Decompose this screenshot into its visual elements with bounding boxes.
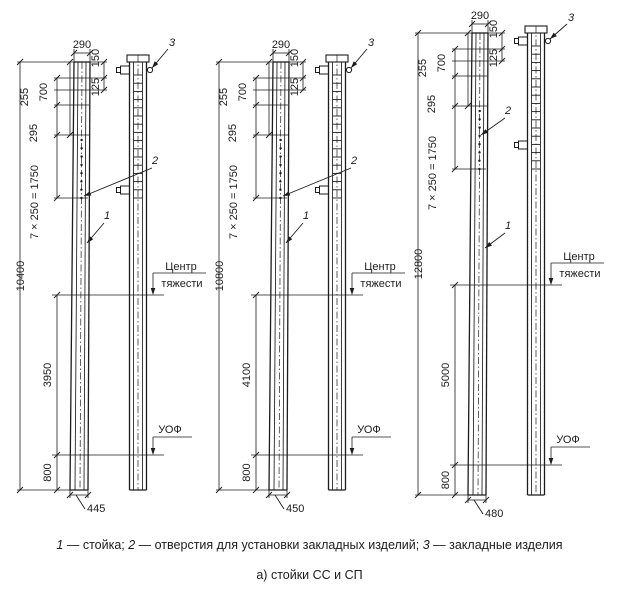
dim-label-150: 150 <box>488 19 500 39</box>
dim-label-255: 255 <box>417 58 429 78</box>
callout-3-label: 3 <box>367 37 375 49</box>
embedded-item-bolt <box>519 37 528 45</box>
cg-arrow <box>549 278 554 285</box>
legend-caption <box>0 538 619 552</box>
callout-1-label: 1 <box>103 210 111 222</box>
front-pole-right-edge <box>486 33 488 495</box>
front-pole-inner-line <box>283 62 285 490</box>
embedded-item-bolt-head <box>316 68 320 73</box>
embedded-item-bolt <box>320 66 329 74</box>
mounting-hole <box>80 172 82 174</box>
front-pole-centerline <box>478 33 480 495</box>
dim-label-top-width: 290 <box>470 10 490 22</box>
embedded-item-bolt-head <box>515 39 519 44</box>
callout-1-label: 1 <box>302 210 310 222</box>
mounting-hole <box>279 139 281 141</box>
cg-label-line1: Центр <box>165 261 197 273</box>
base-width-leader <box>474 500 483 514</box>
callout-1-label: 1 <box>504 220 512 232</box>
mounting-hole <box>279 189 281 191</box>
dim-label-total-height: 12800 <box>413 248 425 280</box>
dim-label-total-height: 10800 <box>214 260 226 292</box>
dim-label-embed-depth: 800 <box>440 470 452 490</box>
callout-2-label: 2 <box>504 105 512 117</box>
uof-label: УОФ <box>158 424 182 436</box>
dim-label-295: 295 <box>426 94 438 114</box>
front-pole-right-edge <box>88 62 90 490</box>
mounting-hole <box>279 180 281 182</box>
legend-ref2-text: — отверстия для установки закладных изделий; <box>135 538 423 552</box>
figure-subtitle <box>0 568 619 582</box>
dim-label-total-height: 10400 <box>15 260 27 292</box>
cg-arrow <box>151 288 156 295</box>
base-width-leader <box>76 495 85 509</box>
mounting-hole <box>80 189 82 191</box>
dim-label-hole-spacing: 7 × 250 = 1750 <box>29 164 41 240</box>
mounting-hole <box>478 126 480 128</box>
front-pole-right-edge <box>287 62 289 490</box>
pole-figure-1 <box>15 37 206 515</box>
callout-3-label: 3 <box>168 37 176 49</box>
mounting-hole <box>478 118 480 120</box>
uof-arrow <box>151 448 156 455</box>
base-width-leader <box>275 495 284 509</box>
cg-arrow <box>350 288 355 295</box>
figure-subtitle-text: а) стойки СС и СП <box>256 568 363 582</box>
embedded-item-bolt <box>121 186 130 194</box>
embedded-item-bolt-head <box>117 68 121 73</box>
mounting-hole <box>279 155 281 157</box>
embedded-item-eye <box>346 67 351 72</box>
mounting-hole <box>80 155 82 157</box>
mounting-hole <box>80 197 82 199</box>
front-pole-left-edge <box>468 33 472 495</box>
front-pole-centerline <box>80 62 82 490</box>
dim-label-below-cg: 5000 <box>440 362 452 388</box>
dim-label-700: 700 <box>38 82 50 102</box>
dim-label-150: 150 <box>289 48 301 68</box>
mounting-hole <box>478 151 480 153</box>
cg-label-line1: Центр <box>364 261 396 273</box>
front-pole-centerline <box>279 62 281 490</box>
cg-label-line2: тяжести <box>559 268 601 280</box>
front-pole-left-edge <box>269 62 273 490</box>
uof-arrow <box>549 458 554 465</box>
dim-label-top-width: 290 <box>271 39 291 51</box>
front-pole-inner-line <box>84 62 86 490</box>
pole-figure-3 <box>413 10 604 520</box>
dim-label-top-width: 290 <box>72 39 92 51</box>
front-pole-inner-line <box>482 33 484 495</box>
mounting-hole <box>80 139 82 141</box>
front-pole-inner-line <box>274 62 277 490</box>
mounting-hole <box>279 147 281 149</box>
mounting-hole <box>279 172 281 174</box>
mounting-hole <box>279 164 281 166</box>
dim-label-255: 255 <box>19 87 31 107</box>
mounting-hole <box>478 135 480 137</box>
mounting-hole <box>80 180 82 182</box>
callout-1-leader-arrow <box>485 242 492 248</box>
dim-label-hole-spacing: 7 × 250 = 1750 <box>427 135 439 211</box>
dim-label-700: 700 <box>237 82 249 102</box>
embedded-item-bolt <box>519 141 528 149</box>
cg-label-line2: тяжести <box>161 278 203 290</box>
dim-label-295: 295 <box>227 123 239 143</box>
dim-label-below-cg: 4100 <box>241 362 253 388</box>
dim-label-150: 150 <box>90 48 102 68</box>
callout-3-label: 3 <box>567 12 575 24</box>
legend-ref3-num: 3 <box>422 538 430 552</box>
dim-label-below-cg: 3950 <box>42 362 54 388</box>
legend-ref1-text: — стойка; <box>63 538 129 552</box>
uof-label: УОФ <box>556 434 580 446</box>
front-pole-inner-line <box>473 33 476 495</box>
embedded-item-bolt-head <box>316 188 320 193</box>
uof-arrow <box>350 448 355 455</box>
cg-label-line1: Центр <box>563 251 595 263</box>
embedded-item-bolt <box>121 66 130 74</box>
mounting-hole <box>479 110 481 112</box>
callout-2-label: 2 <box>350 155 358 167</box>
uof-label: УОФ <box>357 424 381 436</box>
dim-label-base-width: 445 <box>87 503 106 515</box>
cg-label-line2: тяжести <box>360 278 402 290</box>
embedded-item-eye <box>545 38 550 43</box>
callout-2-label: 2 <box>151 155 159 167</box>
mounting-hole <box>80 147 82 149</box>
dim-label-embed-depth: 800 <box>42 463 54 482</box>
dim-label-295: 295 <box>28 123 40 143</box>
dim-label-125: 125 <box>289 77 301 97</box>
mounting-hole <box>478 143 480 145</box>
legend-ref2-num: 2 <box>128 538 136 552</box>
pole-figure-2 <box>214 37 405 515</box>
front-pole-left-edge <box>70 62 74 490</box>
dim-label-base-width: 450 <box>286 503 305 515</box>
dim-label-255: 255 <box>218 87 230 107</box>
dim-label-125: 125 <box>488 48 500 68</box>
front-pole-inner-line <box>75 62 78 490</box>
mounting-hole <box>478 160 480 162</box>
embedded-item-bolt-head <box>515 143 519 148</box>
dim-label-base-width: 480 <box>485 508 504 520</box>
mounting-hole <box>80 164 82 166</box>
mounting-hole <box>279 197 281 199</box>
dim-label-embed-depth: 800 <box>241 463 253 482</box>
dim-label-hole-spacing: 7 × 250 = 1750 <box>228 164 240 240</box>
embedded-item-bolt <box>320 186 329 194</box>
legend-ref1-num: 1 <box>56 538 64 552</box>
embedded-item-eye <box>147 67 152 72</box>
dim-label-125: 125 <box>90 77 102 97</box>
dim-label-700: 700 <box>436 53 448 73</box>
mounting-hole <box>478 168 480 170</box>
legend-ref3-text: — закладные изделия <box>429 538 563 552</box>
embedded-item-bolt-head <box>117 188 121 193</box>
